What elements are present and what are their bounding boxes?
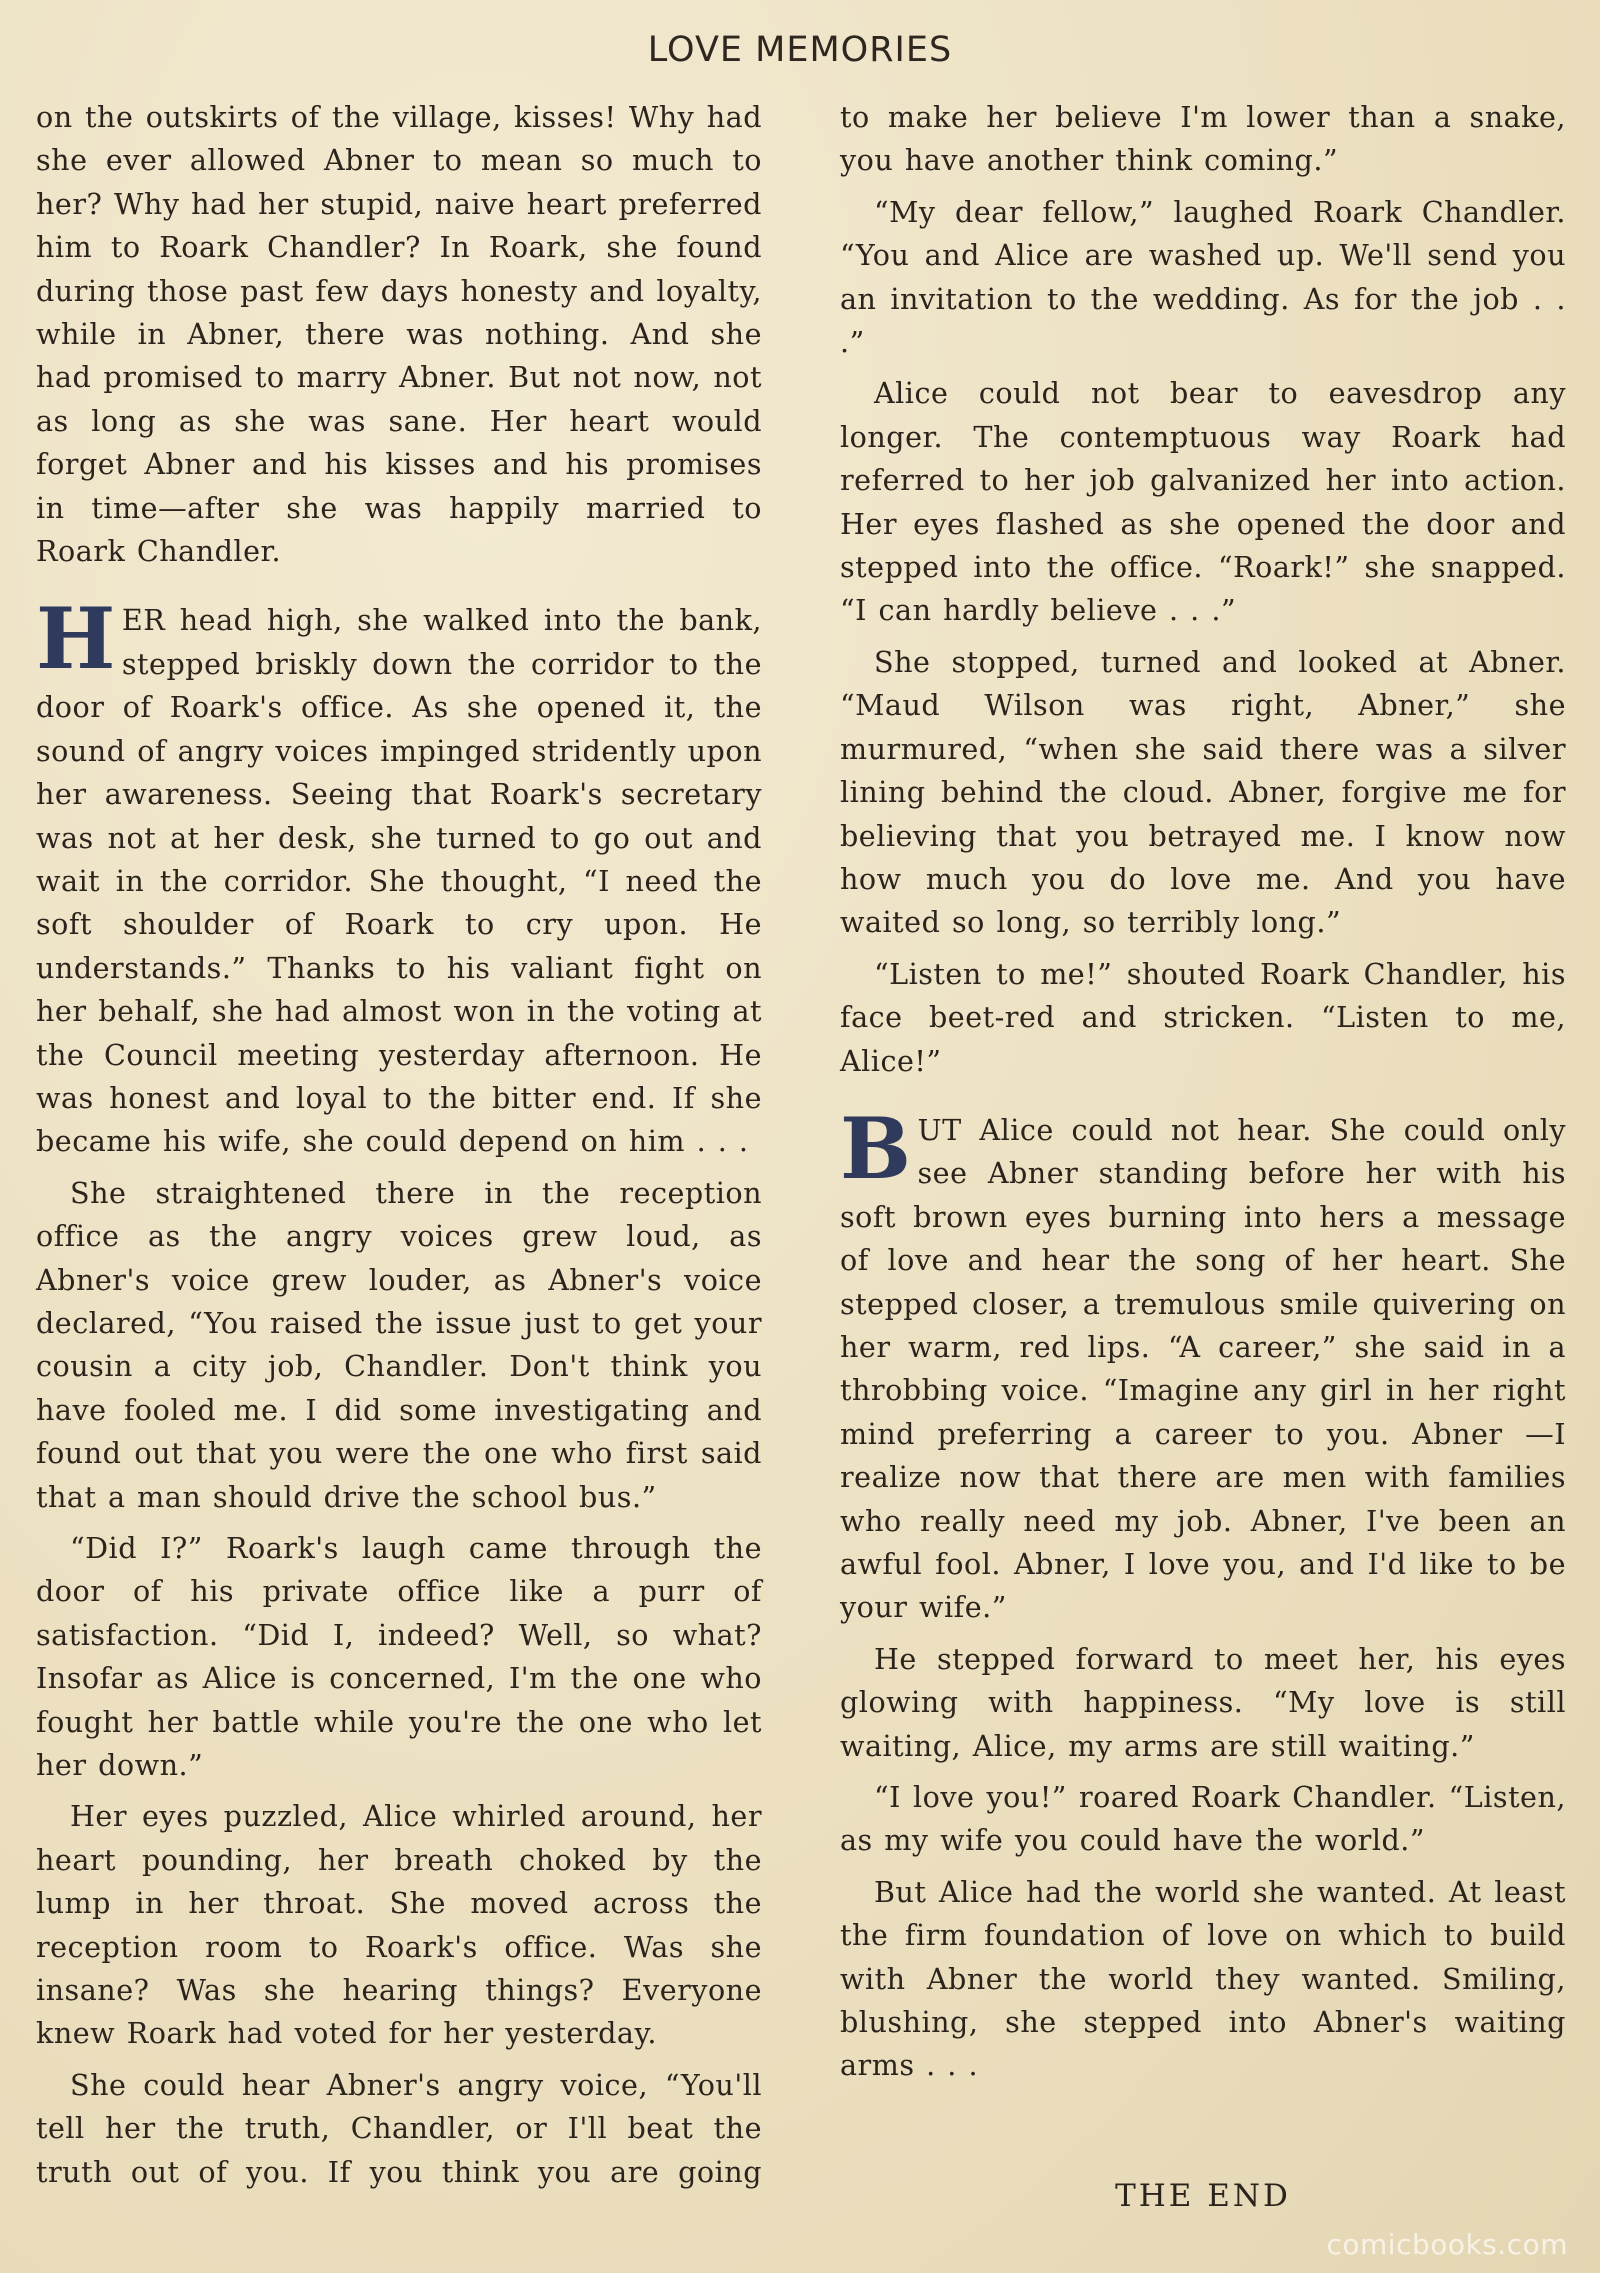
left-paragraph-5: Her eyes puzzled, Alice whirled around, her heart pounding, her breath choked by the lump in her throat. She moved across the reception room to Roark's office. Was she insane? Was she hearing things? Everyone knew Roark had voted for her yesterday. bbox=[36, 1799, 762, 2051]
left-paragraph-2-text: ER head high, she walked into the bank, stepped briskly down the corridor to the door of Roark's office. As she opened it, the sound of angry voices impinged stridently upon her awareness. Seeing that Roark's secretary was not at her desk, she turned to go out and wait in the corridor. She thought, “I need the soft shoulder of Roark to cry upon. He understands.” Thanks to his valiant fight on her behalf, she had almost won in the voting at the Council meeting yesterday afternoon. He was honest and loyal to the bitter end. If she became his wife, she could depend on him . . . bbox=[36, 603, 762, 1159]
right-paragraph-5: “Listen to me!” shouted Roark Chandler, his face beet-red and stricken. “Listen to me, Alice!” bbox=[840, 956, 1566, 1078]
right-paragraph-9: But Alice had the world she wanted. At least the firm foundation of love on which to build with Abner the world they wanted. Smiling, blushing, she stepped into Abner's waiting arms . . . bbox=[840, 1874, 1566, 2083]
right-paragraph-1: to make her believe I'm lower than a snake, you have another think coming.” bbox=[840, 100, 1566, 178]
left-column bbox=[36, 96, 762, 2202]
right-paragraph-8: “I love you!” roared Roark Chandler. “Listen, as my wife you could have the world.” bbox=[840, 1780, 1566, 1858]
left-paragraph-4: “Did I?” Roark's laugh came through the door of his private office like a purr of satisfaction. “Did I, indeed? Well, so what? Insofar as Alice is concerned, I'm the one who fought her battle while you're the one who let her down.” bbox=[36, 1531, 762, 1783]
right-paragraph-3: Alice could not bear to eavesdrop any longer. The contemptuous way Roark had referred to her job galvanized her into action. Her eyes flashed as she opened the door and stepped into the office. “Roark!” she snapped. “I can hardly believe . . .” bbox=[840, 376, 1566, 628]
right-paragraph-6 bbox=[840, 1098, 1566, 1630]
right-paragraph-6-text: UT Alice could not hear. She could only see Abner standing before her with his soft brown eyes burning into hers a message of love and hear the song of her heart. She stepped closer, a tremulous smile quivering on her warm, red lips. “A career,” she said in a throbbing voice. “Imagine any girl in her right mind preferring a career to you. Abner —I realize now that there are men with families who really need my job. Abner, I've been an awful fool. Abner, I love you, and I'd like to be your wife.” bbox=[840, 1112, 1566, 1625]
left-paragraph-6: She could hear Abner's angry voice, “You'll tell her the truth, Chandler, or I'll beat the truth out of you. If you think you are going bbox=[36, 2067, 762, 2189]
dropcap-b: B bbox=[840, 1098, 912, 1198]
left-paragraph-2 bbox=[36, 589, 762, 1163]
watermark-text: comicbooks.com bbox=[1326, 2228, 1568, 2261]
left-paragraph-3: She straightened there in the reception office as the angry voices grew loud, as Abner's voice grew louder, as Abner's voice declared, “You raised the issue just to get your cousin a city job, Chandler. Don't think you have fooled me. I did some investigating and found out that you were the one who first said that a man should drive the school bus.” bbox=[36, 1175, 762, 1514]
right-column bbox=[840, 96, 1566, 2096]
left-paragraph-1: on the outskirts of the village, kisses! Why had she ever allowed Abner to mean so much to her? Why had her stupid, naive heart preferred him to Roark Chandler? In Roark, she found during those past few days honesty and loyalty, while in Abner, there was nothing. And she had promised to marry Abner. But not now, not as long as she was sane. Her heart would forget Abner and his kisses and his promises in time—after she was happily married to Roark Chandler. bbox=[36, 100, 762, 569]
right-paragraph-7: He stepped forward to meet her, his eyes glowing with happiness. “My love is still waiting, Alice, my arms are still waiting.” bbox=[840, 1641, 1566, 1763]
right-paragraph-4: She stopped, turned and looked at Abner. “Maud Wilson was right, Abner,” she murmured, “when she said there was a silver lining behind the cloud. Abner, forgive me for believing that you betrayed me. I know now how much you do love me. And you have waited so long, so terribly long.” bbox=[840, 644, 1566, 940]
page-header-title: LOVE MEMORIES bbox=[647, 30, 953, 70]
right-paragraph-2: “My dear fellow,” laughed Roark Chandler. “You and Alice are washed up. We'll send you an invitation to the wedding. As for the job . . .” bbox=[840, 194, 1566, 360]
dropcap-h: H bbox=[36, 589, 116, 689]
the-end-label: THE END bbox=[1115, 2178, 1291, 2214]
